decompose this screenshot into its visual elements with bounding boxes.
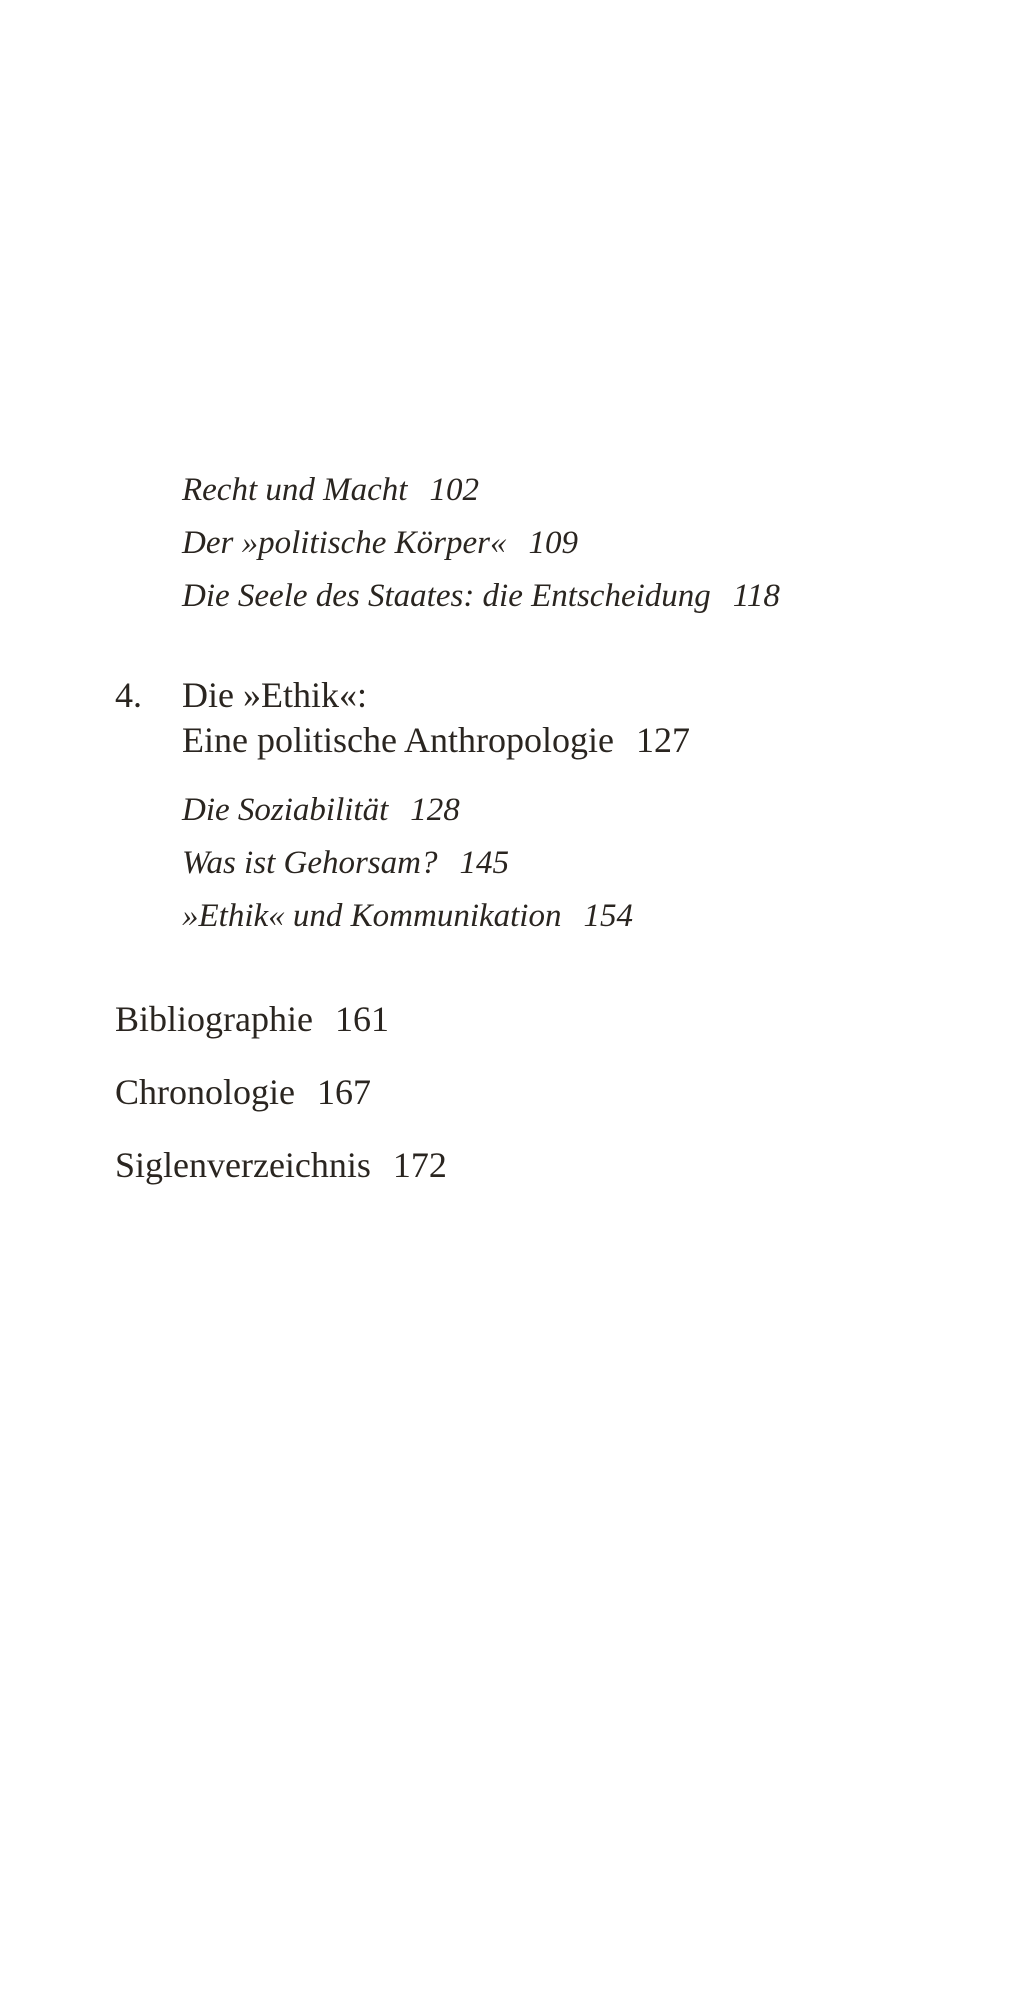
toc-sub-entry [182,474,479,507]
toc-entry-title: Der »politische Körper« [182,525,507,561]
toc-entry-title: Die Soziabilität [182,792,389,828]
toc-page-number: 118 [732,578,780,614]
chapter-number: 4. [115,675,142,715]
toc-page-number: 102 [429,472,479,508]
toc-entry-title: Bibliographie [115,999,313,1039]
toc-page-number: 109 [528,525,578,561]
toc-page-number: 167 [316,1072,371,1112]
toc-entry-title: Eine politische Anthropologie [182,720,614,760]
toc-back-matter-entry [115,1147,447,1183]
toc-sub-entry [182,527,578,560]
toc-page-number: 127 [635,720,690,760]
toc-page-number: 172 [392,1145,447,1185]
toc-page-number: 145 [459,845,509,881]
toc-sub-entry [182,580,780,613]
toc-entry-title: »Ethik« und Kommunikation [182,898,562,934]
toc-page-number: 128 [410,792,460,828]
toc-page-number: 161 [334,999,389,1039]
toc-page-number: 154 [583,898,633,934]
toc-sub-entry [182,847,509,880]
toc-sub-entry [182,794,460,827]
chapter-title-line2 [182,722,690,758]
toc-entry-title: Chronologie [115,1072,295,1112]
toc-entry-title: Die Seele des Staates: die Entscheidung [182,578,711,614]
toc-entry-title: Was ist Gehorsam? [182,845,438,881]
toc-back-matter-entry [115,1001,389,1037]
toc-back-matter-entry [115,1074,371,1110]
toc-sub-entry [182,900,633,933]
toc-entry-title: Recht und Macht [182,472,408,508]
chapter-title-line1: Die »Ethik«: [182,675,367,715]
toc-entry-title: Siglenverzeichnis [115,1145,371,1185]
